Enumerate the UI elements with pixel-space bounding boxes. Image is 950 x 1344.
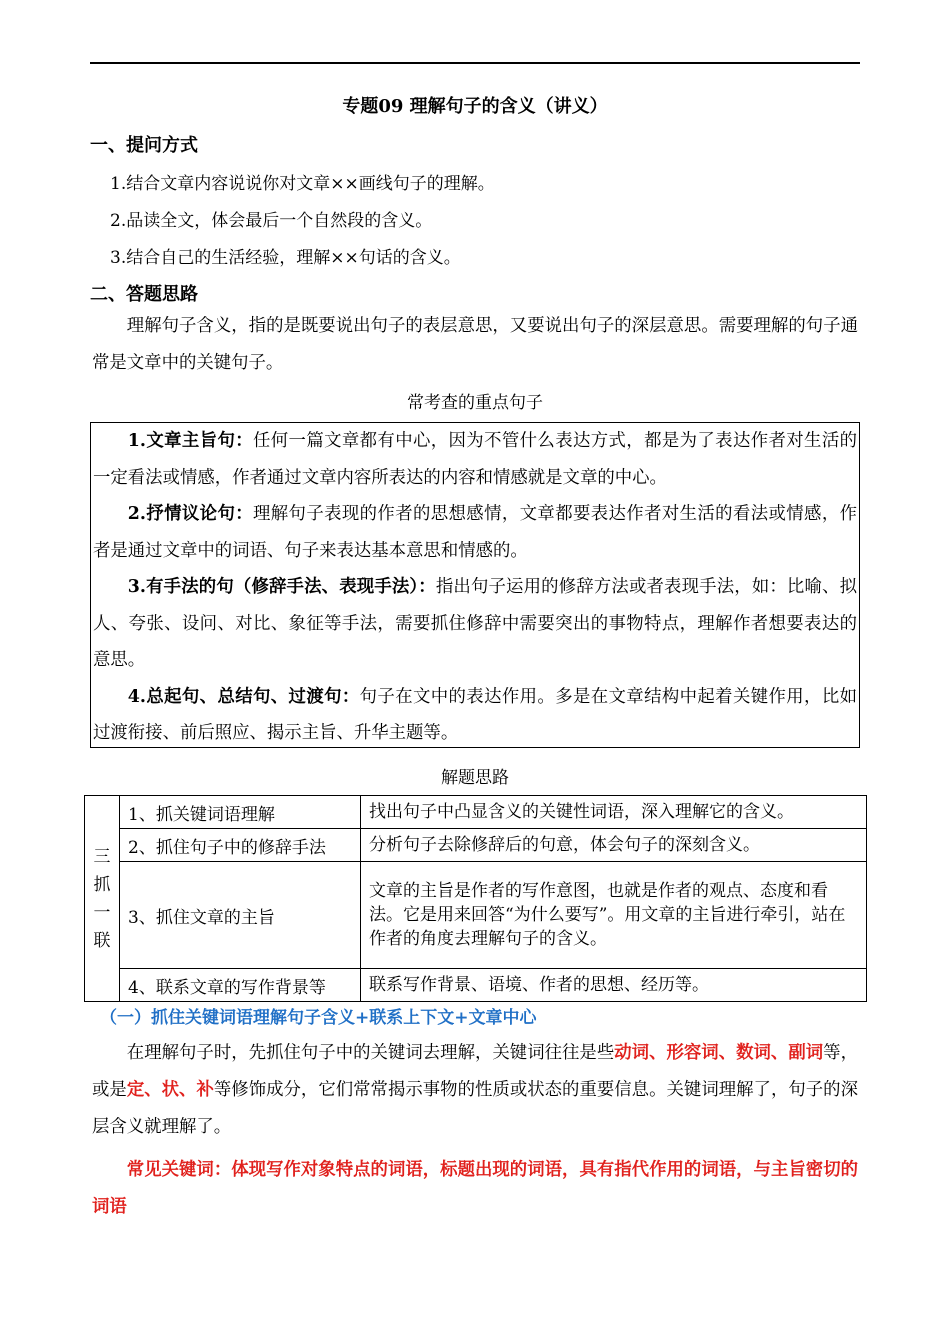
side-label-char: 联 [93,930,111,951]
section-heading-answer-approach: 二、答题思路 [90,284,198,305]
section-heading-question-types: 一、提问方式 [90,135,198,156]
method-table-side-label [85,796,120,1002]
paragraph-text: 等，或是 [92,1043,858,1100]
top-rule [90,62,860,64]
key-sentence-label: 4.总起句、总结句、过渡句： [127,686,360,707]
side-label-char: 三 [93,846,111,867]
method-step: 3、抓住文章的主旨 [120,862,361,969]
key-sentence-item [91,679,859,752]
key-sentences-box [90,422,860,748]
method-desc: 文章的主旨是作者的写作意图，也就是作者的观点、态度和看法。它是用来回答“为什么要写”。用文章的主旨进行牵引，站在作者的角度去理解句子的含义。 [361,862,867,969]
side-label-char: 一 [93,902,111,923]
method-desc: 联系写作背景、语境、作者的思想、经历等。 [361,969,867,1002]
method-step: 1、抓关键词语理解 [120,796,361,829]
key-sentence-label: 1.文章主旨句： [127,431,253,451]
page-title: 专题09 理解句子的含义（讲义） [342,96,608,117]
question-type-item: 3.结合自己的生活经验，理解××句话的含义。 [110,248,461,268]
highlight-word-classes: 动词、形容词、数词、副词 [614,1043,824,1063]
method-desc: 分析句子去除修辞后的句意，体会句子的深刻含义。 [361,829,867,862]
key-sentence-item [91,496,859,569]
paragraph-text: 等修饰成分，它们常常揭示事物的性质或状态的重要信息。关键词理解了，句子的深层含义就理解了。 [92,1080,858,1137]
key-sentence-label: 3.有手法的句（修辞手法、表现手法）： [127,577,436,597]
key-sentence-item [91,423,859,496]
key-sentence-item [91,569,859,679]
method-table-caption: 解题思路 [441,768,509,788]
table-row [85,862,867,969]
key-sentence-text: 理解句子表现的作者的思想感情，文章都要表达作者对生活的看法或情感，作者是通过文章中的词语、句子来表达基本意思和情感的。 [93,504,857,561]
key-sentence-text: 指出句子运用的修辞方法或者表现手法，如：比喻、拟人、夸张、设问、对比、象征等手法，需要抓住修辞中需要突出的事物特点，理解作者想要表达的意思。 [93,577,857,670]
key-sentences-caption: 常考查的重点句子 [407,393,543,413]
table-row [85,829,867,862]
question-type-item: 2.品读全文，体会最后一个自然段的含义。 [110,211,433,231]
highlight-modifiers: 定、状、补 [126,1080,214,1100]
table-row [85,969,867,1002]
method-step: 4、联系文章的写作背景等 [120,969,361,1002]
subsection-paragraph [92,1035,858,1146]
key-sentence-label: 2.抒情议论句： [127,504,253,524]
key-sentence-text: 任何一篇文章都有中心，因为不管什么表达方式，都是为了表达作者对生活的一定看法或情感，作者通过文章内容所表达的内容和情感就是文章的中心。 [93,431,857,488]
method-step: 2、抓住句子中的修辞手法 [120,829,361,862]
answer-approach-intro: 理解句子含义，指的是既要说出句子的表层意思，又要说出句子的深层意思。需要理解的句子通常是文章中的关键句子。 [92,316,858,373]
key-sentence-text: 句子在文中的表达作用。多是在文章结构中起着关键作用，比如过渡衔接、前后照应、揭示主旨、升华主题等。 [93,686,857,743]
common-keywords-note: 常见关键词：体现写作对象特点的词语，标题出现的词语，具有指代作用的词语，与主旨密切的词语 [92,1160,858,1217]
question-type-item: 1.结合文章内容说说你对文章××画线句子的理解。 [110,174,495,194]
method-desc: 找出句子中凸显含义的关键性词语，深入理解它的含义。 [361,796,867,829]
paragraph-text: 在理解句子时，先抓住句子中的关键词去理解，关键词往往是些 [126,1043,615,1063]
method-table [84,795,867,1002]
side-label-char: 抓 [93,874,111,895]
subsection-heading: （一）抓住关键词语理解句子含义+联系上下文+文章中心 [100,1008,537,1028]
table-row [85,796,867,829]
